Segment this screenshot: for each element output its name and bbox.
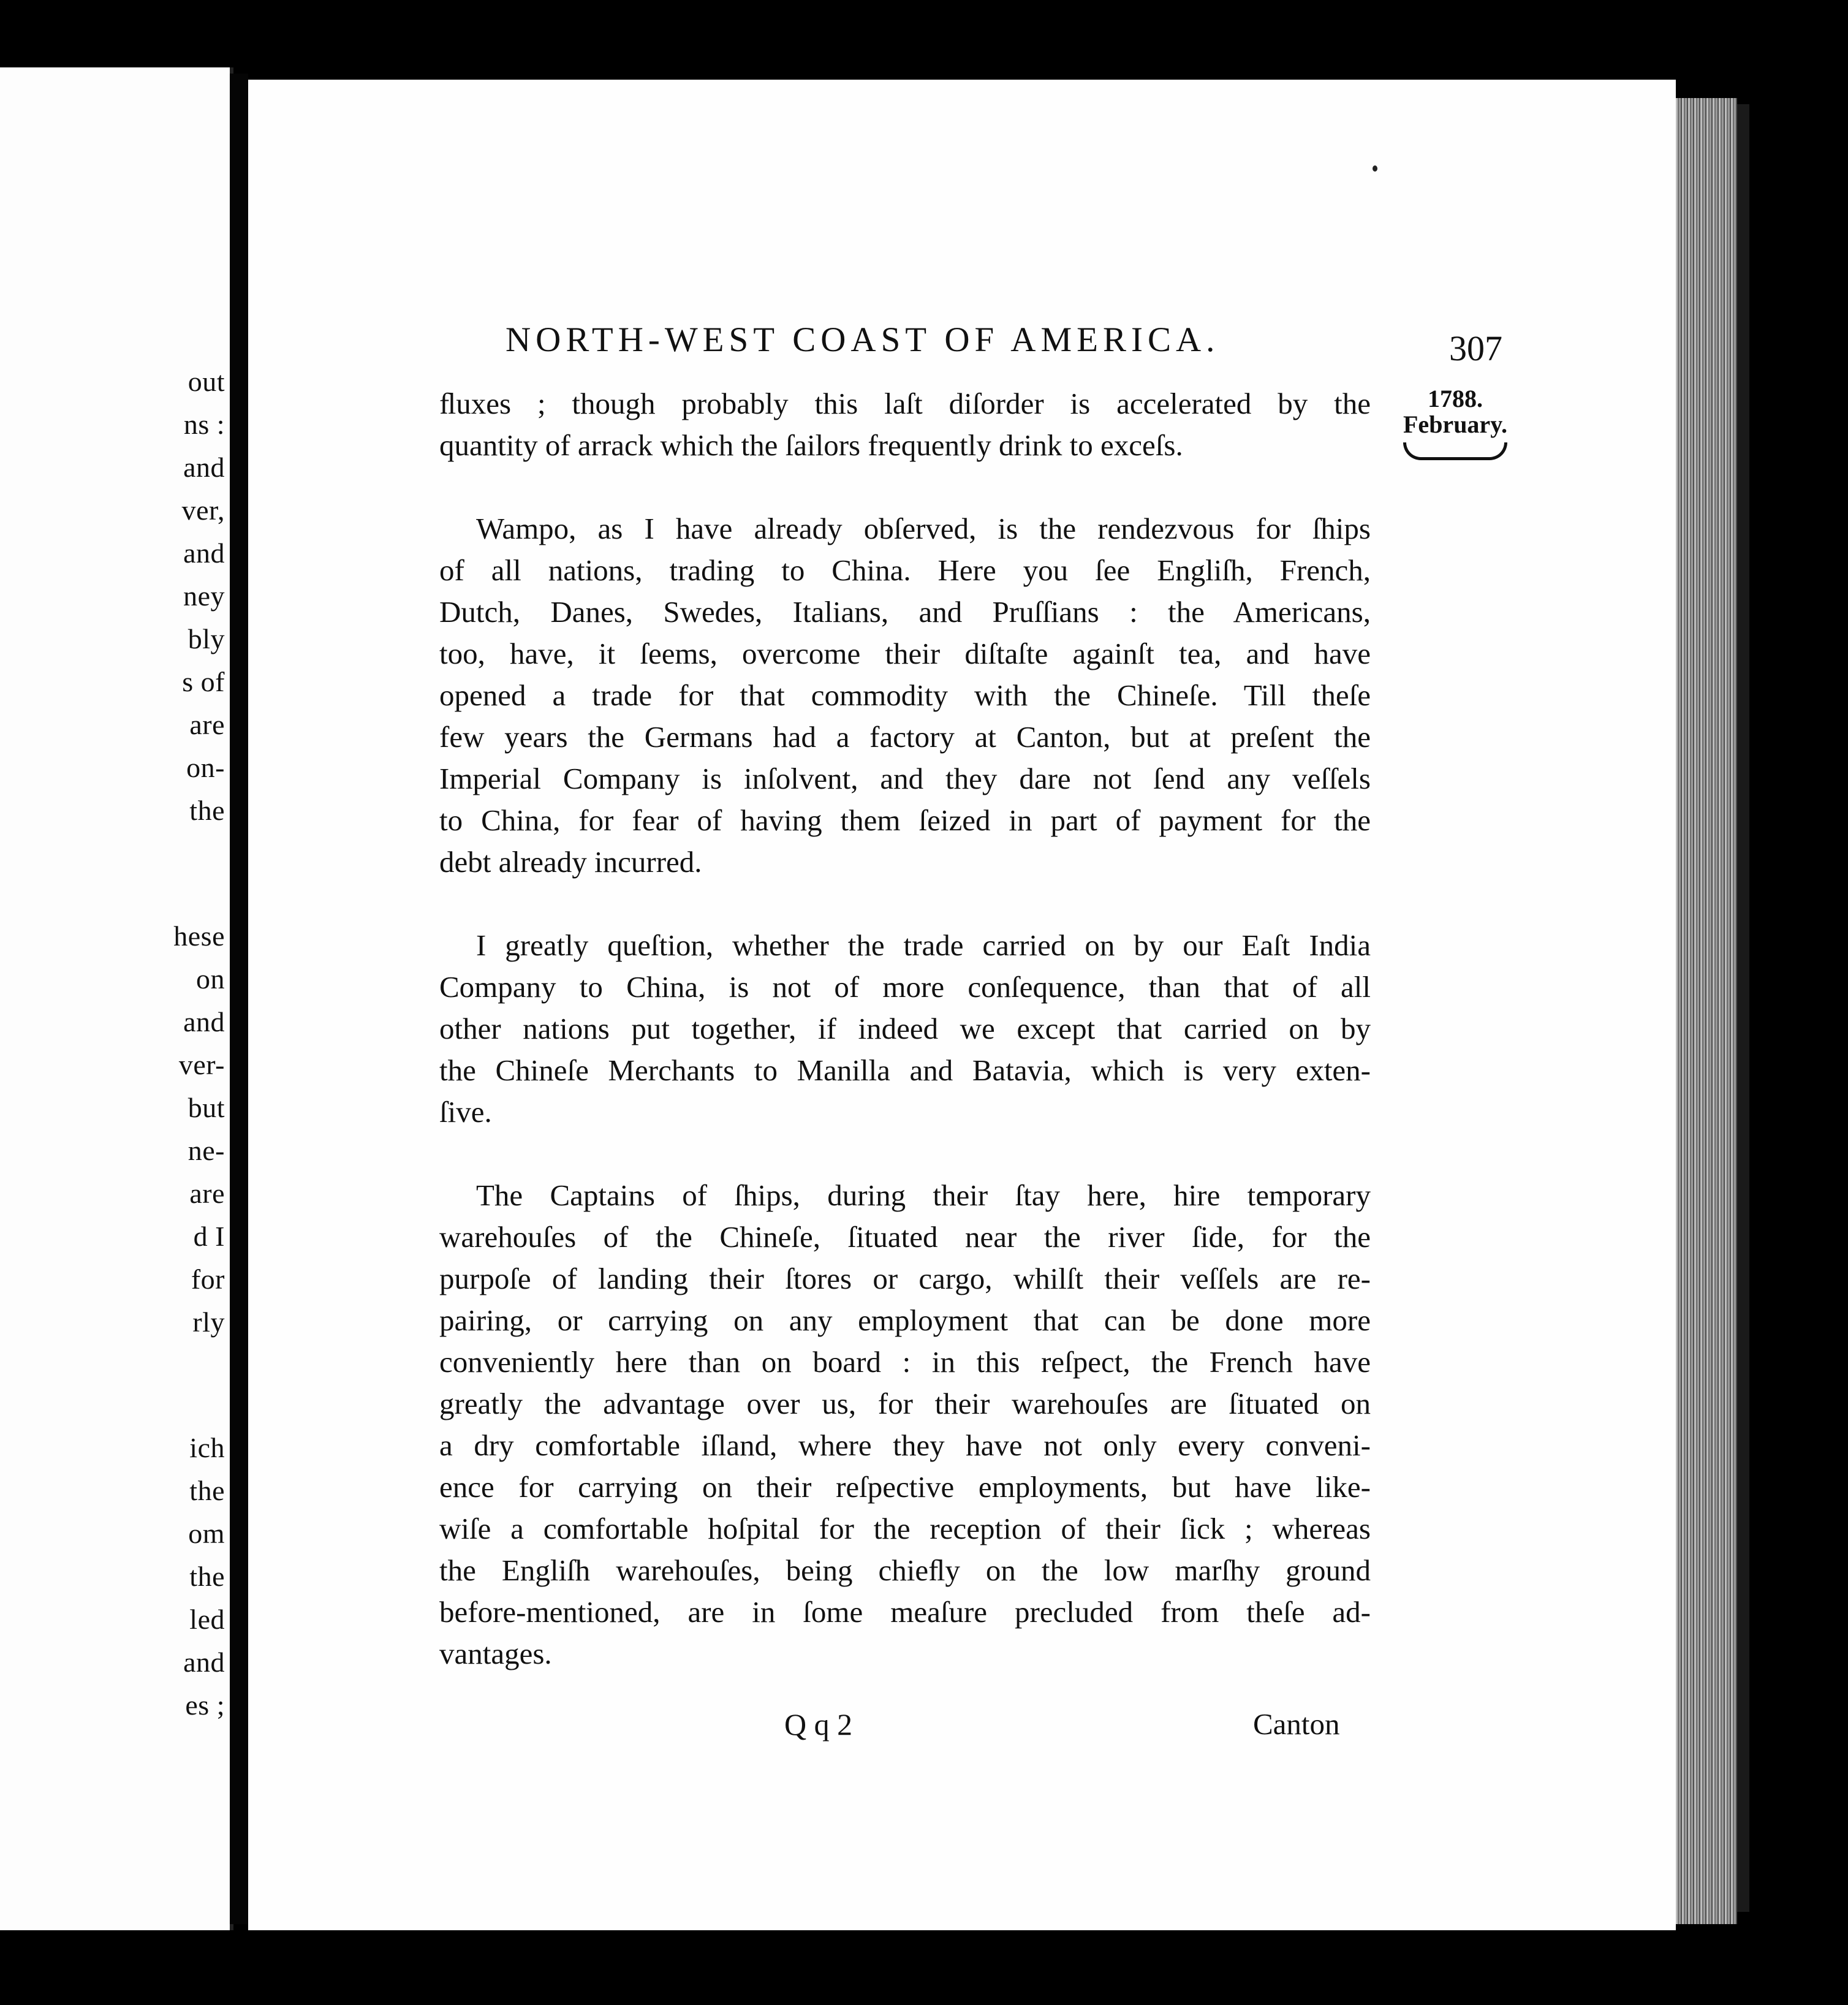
text-line: purpoſe of landing their ſtores or cargo, whilſt their veſſels are re- — [439, 1262, 1371, 1295]
text-line: pairing, or carrying on any employment that can be done more — [439, 1303, 1371, 1337]
book-fore-edge-shadow — [1737, 104, 1749, 1912]
margin-date-note — [1382, 386, 1529, 460]
left-page-line-fragment: are — [189, 709, 225, 740]
text-line: few years the Germans had a factory at Canton, but at preſent the — [439, 720, 1371, 754]
left-page-line-fragment: d I — [193, 1221, 225, 1252]
text-line: Wampo, as I have already obſerved, is the rendezvous for ſhips — [476, 512, 1371, 545]
text-line: the Engliſh warehouſes, being chieﬂy on the low marſhy ground — [439, 1553, 1371, 1587]
left-page-line-fragment: and — [183, 1647, 225, 1678]
book-gutter — [230, 74, 248, 1924]
margin-brace — [1403, 442, 1507, 460]
left-page-line-fragment: and — [183, 452, 225, 483]
left-page-line-fragment: for — [191, 1264, 225, 1295]
left-page-line-fragment: the — [189, 1475, 225, 1506]
left-page-line-fragment: s of — [182, 666, 225, 697]
left-page-line-fragment: ver- — [178, 1049, 225, 1080]
right-page — [248, 80, 1676, 1930]
text-line: Imperial Company is inſolvent, and they dare not ſend any veſſels — [439, 762, 1371, 795]
paragraph-gap — [439, 883, 1371, 925]
left-page-line-fragment: bly — [187, 623, 225, 654]
text-line: ence for carrying on their reſpective employments, but have like- — [439, 1470, 1371, 1504]
text-line: greatly the advantage over us, for their warehouſes are ſituated on — [439, 1387, 1371, 1420]
left-page-line-fragment: and — [183, 537, 225, 569]
left-page-line-fragment: ich — [189, 1432, 225, 1463]
catchword: Canton — [1253, 1707, 1340, 1741]
paragraph — [439, 508, 1371, 883]
paragraph — [439, 925, 1371, 1133]
text-line: before-mentioned, are in ſome meaſure precluded from theſe ad- — [439, 1595, 1371, 1629]
left-page-line-fragment: es ; — [185, 1689, 225, 1721]
paragraph — [439, 383, 1371, 466]
text-line: vantages. — [439, 1637, 552, 1670]
paragraph — [439, 1175, 1371, 1675]
left-page-line-fragment: are — [189, 1178, 225, 1209]
left-page-line-fragment: the — [189, 1561, 225, 1592]
signature-mark: Q q 2 — [784, 1707, 853, 1742]
text-line: the Chineſe Merchants to Manilla and Batavia, which is very exten- — [439, 1053, 1371, 1087]
text-line: debt already incurred. — [439, 845, 702, 879]
text-line: Dutch, Danes, Swedes, Italians, and Pruſſians : the Americans, — [439, 595, 1371, 629]
text-line: too, have, it ſeems, overcome their diſtaſte againſt tea, and have — [439, 637, 1371, 670]
left-page-line-fragment: on — [196, 963, 225, 995]
text-line: opened a trade for that commodity with the Chineſe. Till theſe — [439, 678, 1371, 712]
text-line: a dry comfortable iſland, where they have not only every conveni- — [439, 1428, 1371, 1462]
left-page-line-fragment: rly — [192, 1306, 225, 1338]
margin-year: 1788. — [1428, 385, 1483, 412]
paper-speck — [1373, 165, 1377, 172]
text-line: quantity of arrack which the ſailors frequently drink to exceſs. — [439, 428, 1183, 462]
left-page-line-fragment: ver, — [181, 495, 225, 526]
text-line: ﬂuxes ; though probably this laſt diſorder is accelerated by the — [439, 387, 1371, 420]
left-page-line-fragment: hese — [173, 920, 225, 952]
page-number: 307 — [1449, 328, 1502, 368]
left-page-line-fragment: ney — [183, 580, 225, 612]
left-page-line-fragment: but — [187, 1092, 225, 1123]
text-line: conveniently here than on board : in this reſpect, the French have — [439, 1345, 1371, 1379]
left-page-line-fragment: out — [187, 366, 225, 397]
text-line: Company to China, is not of more conſequence, than that of all — [439, 970, 1371, 1004]
paragraph-gap — [439, 1133, 1371, 1175]
text-line: wiſe a comfortable hoſpital for the reception of their ſick ; whereas — [439, 1512, 1371, 1545]
left-page-line-fragment: ns : — [183, 409, 225, 440]
body-text — [439, 383, 1371, 1675]
text-line: The Captains of ſhips, during their ſtay here, hire temporary — [476, 1178, 1371, 1212]
left-page-line-fragment: on- — [186, 752, 225, 783]
book-fore-edge — [1676, 98, 1737, 1924]
text-line: ſive. — [439, 1095, 492, 1129]
left-page-line-fragment: ne- — [187, 1135, 225, 1166]
text-line: other nations put together, if indeed we except that carried on by — [439, 1012, 1371, 1045]
left-facing-page — [0, 67, 233, 1930]
text-line: I greatly queſtion, whether the trade carried on by our Eaſt India — [476, 928, 1371, 962]
paragraph-gap — [439, 466, 1371, 508]
margin-month: February. — [1403, 411, 1507, 438]
left-page-line-fragment: om — [188, 1518, 225, 1549]
left-page-line-fragment: and — [183, 1006, 225, 1037]
text-line: warehouſes of the Chineſe, ſituated near the river ſide, for the — [439, 1220, 1371, 1254]
running-title: NORTH-WEST COAST OF AMERICA. — [506, 320, 1220, 359]
text-line: to China, for fear of having them ſeized in part of payment for the — [439, 803, 1371, 837]
text-line: of all nations, trading to China. Here you ſee Engliſh, French, — [439, 553, 1371, 587]
left-page-line-fragment: led — [189, 1604, 225, 1635]
left-page-line-fragment: the — [189, 795, 225, 826]
